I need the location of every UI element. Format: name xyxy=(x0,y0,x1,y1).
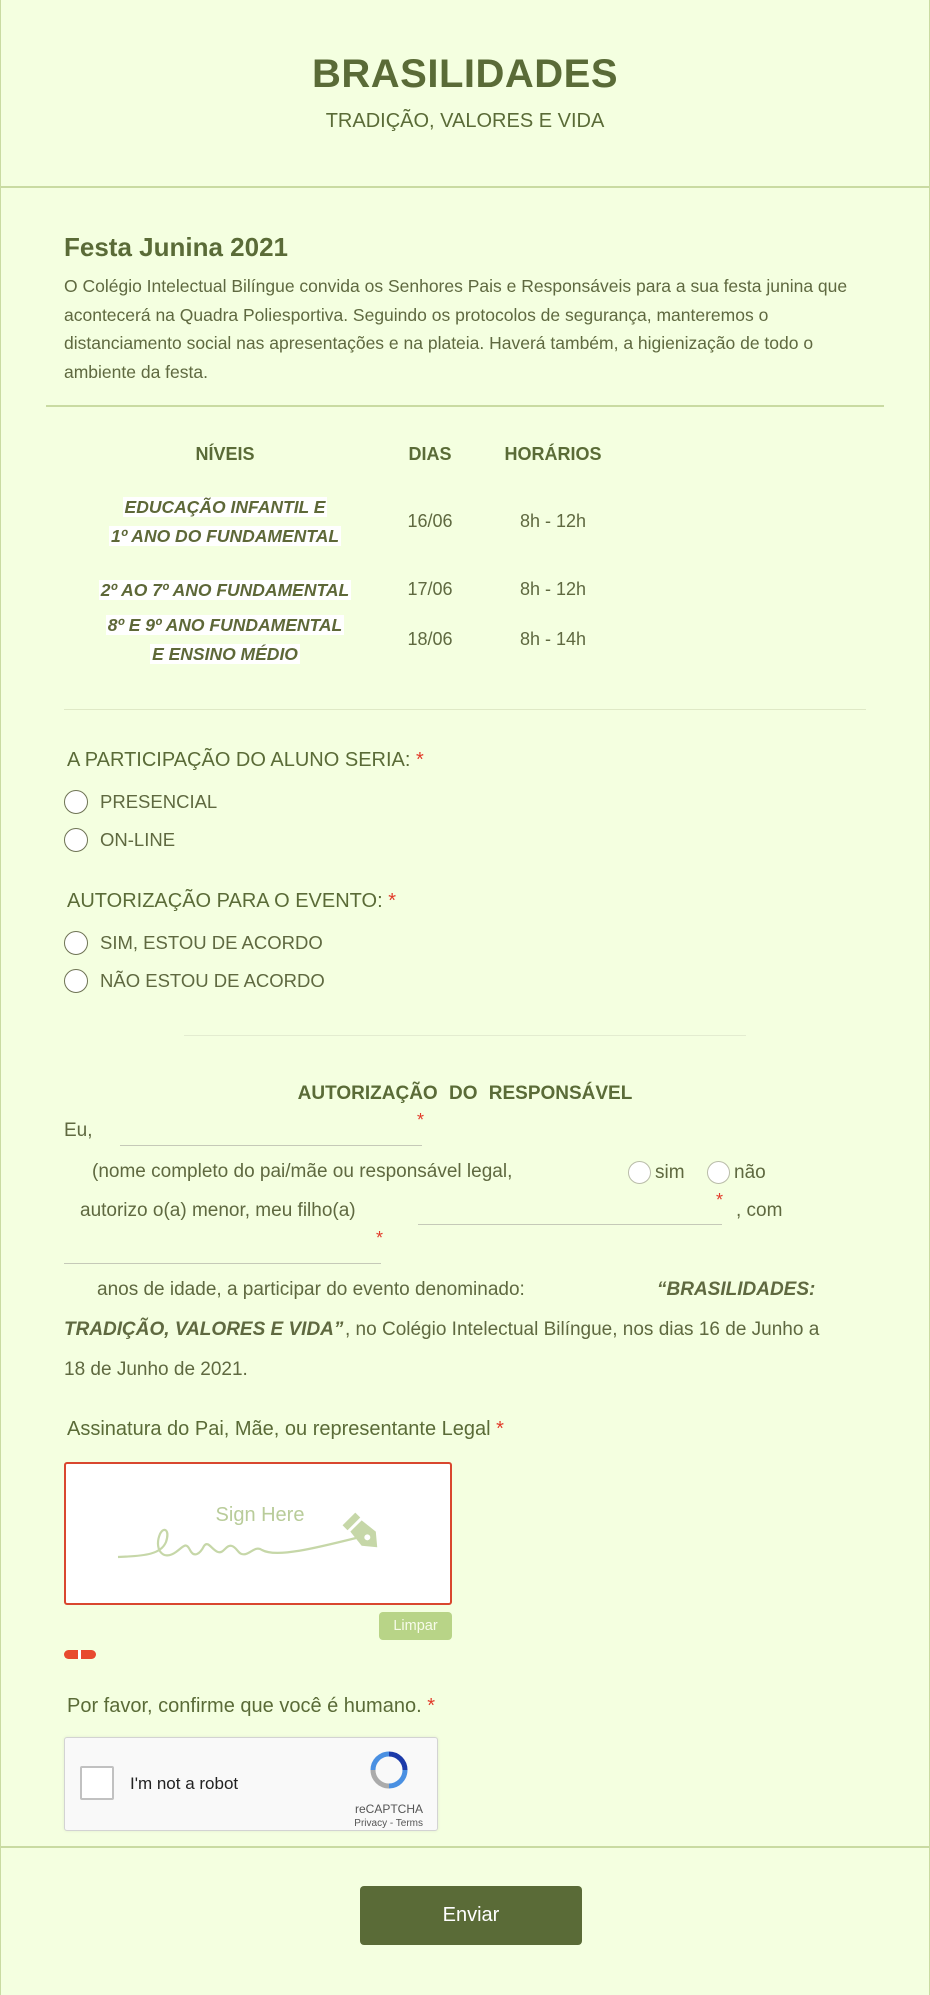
required-mark: * xyxy=(716,1190,724,1210)
anos-text: anos de idade, a participar do evento denominado: xyxy=(97,1279,525,1300)
recaptcha-widget xyxy=(64,1737,438,1831)
brand-title: BRASILIDADES xyxy=(311,52,619,96)
form-header xyxy=(0,0,930,188)
schedule-hours-3: 8h - 14h xyxy=(519,629,587,649)
authorization-label xyxy=(67,890,396,913)
schedule-header-days: DIAS xyxy=(408,444,452,464)
recaptcha-checkbox[interactable] xyxy=(80,1766,114,1800)
radio-button[interactable] xyxy=(64,969,88,993)
radio-label: não xyxy=(734,1161,766,1183)
authorization-label-text: AUTORIZAÇÃO PARA O EVENTO: xyxy=(67,890,383,912)
required-mark: * xyxy=(376,1228,384,1248)
event-name-part1: “BRASILIDADES: xyxy=(657,1279,816,1300)
radio-option-sim[interactable] xyxy=(628,1161,685,1184)
signature-pen-icon xyxy=(66,1464,454,1607)
radio-button[interactable] xyxy=(707,1161,730,1184)
required-mark: * xyxy=(416,749,424,771)
signature-label xyxy=(67,1418,504,1441)
schedule-level-1 xyxy=(60,493,390,551)
radio-label: PRESENCIAL xyxy=(100,791,218,812)
radio-label: ON-LINE xyxy=(100,829,176,850)
com-text: , com xyxy=(736,1200,783,1221)
schedule-header-levels: NÍVEIS xyxy=(195,444,255,464)
signature-placeholder: Sign Here xyxy=(215,1504,305,1526)
schedule-level-1-line1: EDUCAÇÃO INFANTIL E xyxy=(124,497,326,517)
schedule-level-3-line2: E ENSINO MÉDIO xyxy=(152,644,298,664)
recaptcha-brand: reCAPTCHA xyxy=(354,1802,423,1816)
event-description: O Colégio Intelectual Bilíngue convida os Senhores Pais e Responsáveis para a sua festa junina que acontecerá na Quadra Poliesportiva. Seguindo os protocolos de segurança, manteremos o distanciamento social nas apresentações e na plateia. Haverá também, a higienização de todo o ambiente da festa. xyxy=(64,276,848,382)
error-icon xyxy=(64,1650,96,1659)
clear-signature-button[interactable]: Limpar xyxy=(379,1612,452,1640)
schedule-hours-1: 8h - 12h xyxy=(519,511,587,531)
recaptcha-logo-icon xyxy=(369,1750,409,1790)
radio-option-disagree[interactable] xyxy=(64,969,325,993)
required-mark: * xyxy=(427,1695,435,1717)
schedule-level-2-line1: 2º AO 7º ANO FUNDAMENTAL xyxy=(100,580,350,600)
radio-button[interactable] xyxy=(64,828,88,852)
radio-option-presencial[interactable] xyxy=(64,790,217,814)
autorizo-text: autorizo o(a) menor, meu filho(a) xyxy=(80,1200,356,1221)
signature-label-text: Assinatura do Pai, Mãe, ou representante Legal xyxy=(67,1418,491,1440)
schedule-hours-2: 8h - 12h xyxy=(519,579,587,599)
brand-subtitle: TRADIÇÃO, VALORES E VIDA xyxy=(325,110,605,132)
required-mark: * xyxy=(388,890,396,912)
event-title: Festa Junina 2021 xyxy=(64,232,288,262)
radio-label: SIM, ESTOU DE ACORDO xyxy=(100,932,323,953)
required-mark: * xyxy=(417,1110,425,1130)
radio-option-nao[interactable] xyxy=(707,1161,766,1184)
radio-button[interactable] xyxy=(64,790,88,814)
eu-text: Eu, xyxy=(64,1120,93,1141)
recaptcha-label: I'm not a robot xyxy=(130,1774,239,1793)
schedule-day-2: 17/06 xyxy=(407,579,453,599)
closing-text-2: 18 de Junho de 2021. xyxy=(64,1359,248,1380)
event-name-part2: TRADIÇÃO, VALORES E VIDA” xyxy=(64,1319,344,1340)
schedule-header-hours: HORÁRIOS xyxy=(504,444,602,464)
participation-label-text: A PARTICIPAÇÃO DO ALUNO SERIA: xyxy=(67,749,411,771)
radio-button[interactable] xyxy=(64,931,88,955)
guardian-relation-text: (nome completo do pai/mãe ou responsável legal, xyxy=(92,1161,513,1182)
radio-label: sim xyxy=(655,1161,685,1183)
radio-option-agree[interactable] xyxy=(64,931,323,955)
child-name-input[interactable] xyxy=(418,1224,722,1225)
schedule-day-1: 16/06 xyxy=(407,511,453,531)
radio-option-online[interactable] xyxy=(64,828,175,852)
child-age-input[interactable] xyxy=(64,1263,381,1264)
schedule-level-3-line1: 8º E 9º ANO FUNDAMENTAL xyxy=(107,615,343,635)
schedule-day-3: 18/06 xyxy=(407,629,453,649)
divider xyxy=(46,405,884,407)
closing-text: , no Colégio Intelectual Bilíngue, nos dias 16 de Junho a xyxy=(345,1319,820,1340)
radio-button[interactable] xyxy=(628,1161,651,1184)
required-mark: * xyxy=(496,1418,504,1440)
schedule-level-2 xyxy=(60,576,390,605)
schedule-level-3 xyxy=(60,611,390,669)
divider xyxy=(64,709,866,710)
divider xyxy=(184,1035,746,1036)
recaptcha-links[interactable]: Privacy - Terms xyxy=(354,1818,423,1829)
signature-pad[interactable] xyxy=(64,1462,452,1605)
captcha-label xyxy=(67,1695,435,1718)
radio-label: NÃO ESTOU DE ACORDO xyxy=(100,970,325,991)
guardian-name-input[interactable] xyxy=(120,1145,422,1146)
participation-label xyxy=(67,749,424,772)
captcha-label-text: Por favor, confirme que você é humano. xyxy=(67,1695,422,1717)
guardian-authorization-title: AUTORIZAÇÃO DO RESPONSÁVEL xyxy=(297,1083,633,1104)
schedule-level-1-line2: 1º ANO DO FUNDAMENTAL xyxy=(110,526,340,546)
submit-button[interactable]: Enviar xyxy=(360,1886,582,1945)
divider xyxy=(0,1846,930,1848)
